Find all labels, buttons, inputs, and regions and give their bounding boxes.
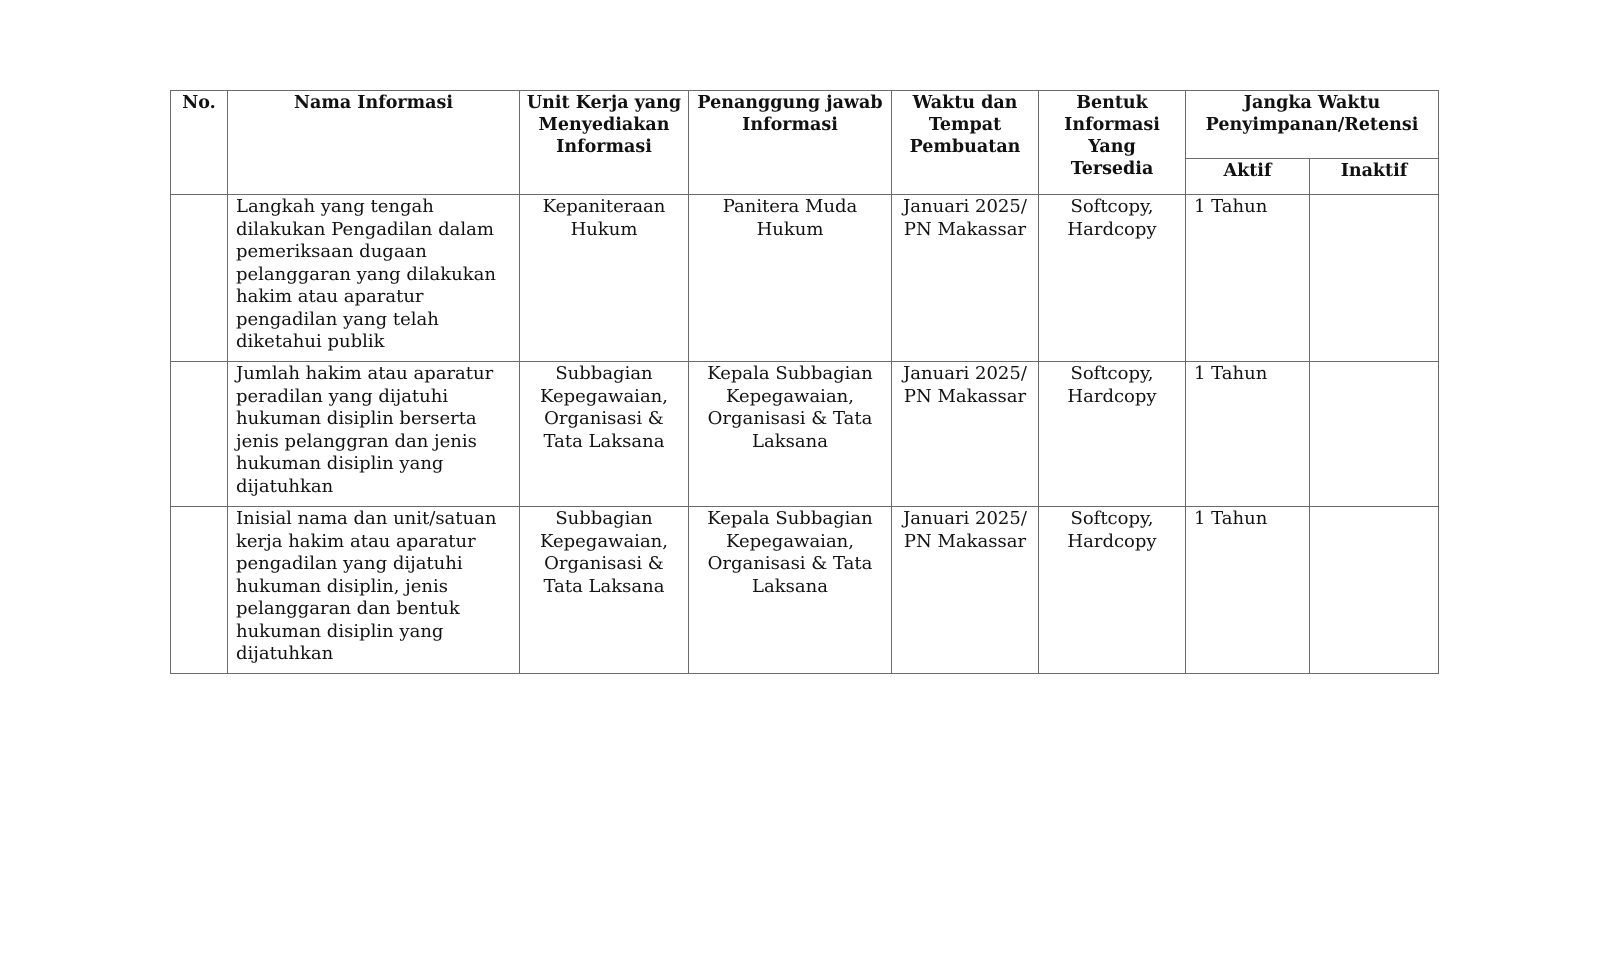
header-unit-kerja: Unit Kerja yang Menyediakan Informasi (520, 91, 689, 195)
cell-penanggung-jawab: Kepala Subbagian Kepegawaian, Organisasi & Tata Laksana (689, 507, 892, 674)
cell-waktu-tempat: Januari 2025/ PN Makassar (892, 362, 1039, 507)
header-row (171, 91, 1439, 159)
cell-aktif: 1 Tahun (1186, 362, 1310, 507)
information-table (170, 90, 1439, 674)
header-no: No. (171, 91, 228, 195)
cell-bentuk-informasi: Softcopy, Hardcopy (1039, 362, 1186, 507)
cell-inaktif (1310, 362, 1439, 507)
cell-inaktif (1310, 195, 1439, 362)
header-inaktif: Inaktif (1310, 159, 1439, 195)
cell-waktu-tempat: Januari 2025/ PN Makassar (892, 507, 1039, 674)
cell-aktif: 1 Tahun (1186, 507, 1310, 674)
cell-unit-kerja: Subbagian Kepegawaian, Organisasi & Tata Laksana (520, 507, 689, 674)
cell-aktif: 1 Tahun (1186, 195, 1310, 362)
header-aktif: Aktif (1186, 159, 1310, 195)
cell-penanggung-jawab: Kepala Subbagian Kepegawaian, Organisasi & Tata Laksana (689, 362, 892, 507)
cell-penanggung-jawab: Panitera Muda Hukum (689, 195, 892, 362)
cell-nama-informasi: Langkah yang tengah dilakukan Pengadilan dalam pemeriksaan dugaan pelanggaran yang dilakukan hakim atau aparatur pengadilan yang telah diketahui publik (228, 195, 520, 362)
cell-bentuk-informasi: Softcopy, Hardcopy (1039, 195, 1186, 362)
cell-no (171, 195, 228, 362)
cell-unit-kerja: Kepaniteraan Hukum (520, 195, 689, 362)
cell-nama-informasi: Inisial nama dan unit/satuan kerja hakim atau aparatur pengadilan yang dijatuhi hukuman disiplin, jenis pelanggaran dan bentuk hukuman disiplin yang dijatuhkan (228, 507, 520, 674)
cell-unit-kerja: Subbagian Kepegawaian, Organisasi & Tata Laksana (520, 362, 689, 507)
header-penanggung-jawab: Penanggung jawab Informasi (689, 91, 892, 195)
cell-bentuk-informasi: Softcopy, Hardcopy (1039, 507, 1186, 674)
header-waktu-tempat: Waktu dan Tempat Pembuatan (892, 91, 1039, 195)
header-bentuk-informasi: Bentuk Informasi Yang Tersedia (1039, 91, 1186, 195)
cell-no (171, 362, 228, 507)
header-nama-informasi: Nama Informasi (228, 91, 520, 195)
table-row (171, 362, 1439, 507)
header-jangka-waktu: Jangka Waktu Penyimpanan/Retensi (1186, 91, 1439, 159)
cell-inaktif (1310, 507, 1439, 674)
table-row (171, 195, 1439, 362)
table-row (171, 507, 1439, 674)
cell-nama-informasi: Jumlah hakim atau aparatur peradilan yang dijatuhi hukuman disiplin berserta jenis pelanggran dan jenis hukuman disiplin yang dijatuhkan (228, 362, 520, 507)
cell-waktu-tempat: Januari 2025/ PN Makassar (892, 195, 1039, 362)
cell-no (171, 507, 228, 674)
